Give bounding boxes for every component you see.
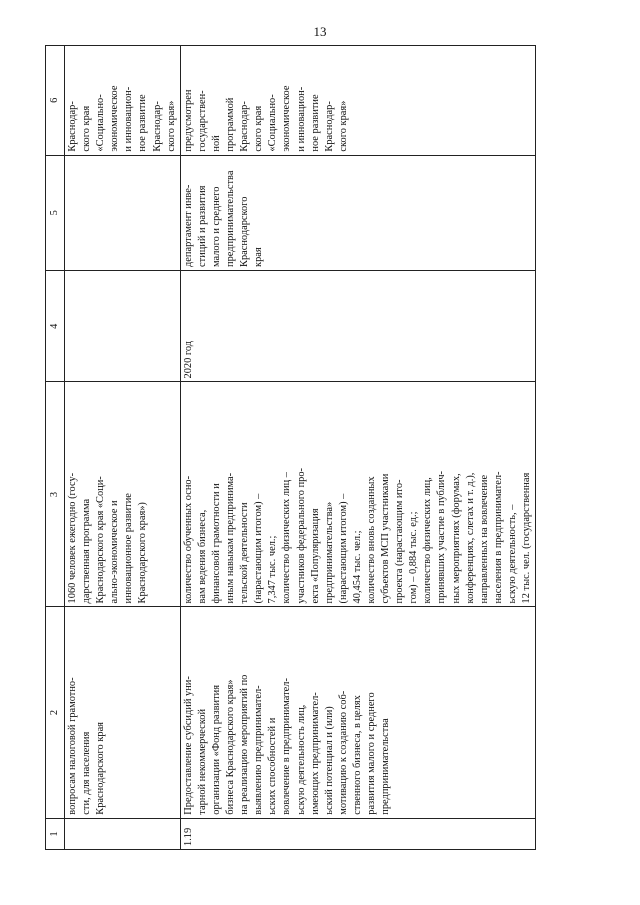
column-number: 3 bbox=[46, 382, 65, 607]
indicator-cell: 1060 человек ежегодно (госу- дарственная программа Краснодарского края «Соци- ально-экономическое и инновационное развитие Краснодарского края») bbox=[65, 382, 181, 607]
column-number: 4 bbox=[46, 270, 65, 382]
executor-cell bbox=[65, 155, 181, 270]
row-number-cell bbox=[65, 818, 181, 849]
page-number: 13 bbox=[313, 24, 327, 39]
term-cell bbox=[65, 270, 181, 382]
column-number: 6 bbox=[46, 46, 65, 156]
column-number: 1 bbox=[46, 818, 65, 849]
column-number: 5 bbox=[46, 155, 65, 270]
executor-cell: департамент инве- стиций и развития малого и среднего предпринимательства Краснодарского края bbox=[180, 155, 535, 270]
table-row bbox=[180, 46, 535, 850]
rotated-table-container bbox=[45, 45, 600, 850]
events-table bbox=[45, 45, 536, 850]
table-row bbox=[65, 46, 181, 850]
indicator-cell: количество обученных осно- вам ведения бизнеса, финансовой грамотности и иным навыкам предпринима- тельской деятельности (нарастающим итогом) – 7,347 тыс. чел.; количество физических лиц – участников федерального про- екта «Популяризация предпринимательства» (нарастающим итогом) – 40,454 тыс. чел.; количество вновь созданных субъектов МСП участниками проекта (нарастающим ито- гом) – 0,884 тыс. ед.; количество физических лиц, принявших участие в публич- ных мероприятиях (форумах, конференциях, слетах и т. д.), направленных на вовлечение населения в предпринимател- ьскую деятельность, – 12 тыс. чел. (государственная bbox=[180, 382, 535, 607]
source-cell: Краснодар- ского края «Социально- экономическое и инновацион- ное развитие Краснодар- ского края» bbox=[65, 46, 181, 156]
row-number-cell: 1.19 bbox=[180, 818, 535, 849]
event-cell: Предоставление субсидий уни- тарной некоммерческой организации «Фонд развития бизнеса Краснодарского края» на реализацию мероприятий по выявлению предпринимател- ьских способностей и вовлечение в предпринимател- ьскую деятельность лиц, имеющих предпринимател- ьский потенциал и (или) мотивацию к созданию соб- ственного бизнеса, в целях развития малого и среднего предпринимательства bbox=[180, 607, 535, 818]
event-cell: вопросам налоговой грамотно- сти, для населения Краснодарского края bbox=[65, 607, 181, 818]
column-number-row bbox=[46, 46, 65, 850]
term-cell: 2020 год bbox=[180, 270, 535, 382]
source-cell: предусмотрен государствен- ной программой Краснодар- ского края «Социально- экономическое и инновацион- ное развитие Краснодар- ского края» bbox=[180, 46, 535, 156]
column-number: 2 bbox=[46, 607, 65, 818]
